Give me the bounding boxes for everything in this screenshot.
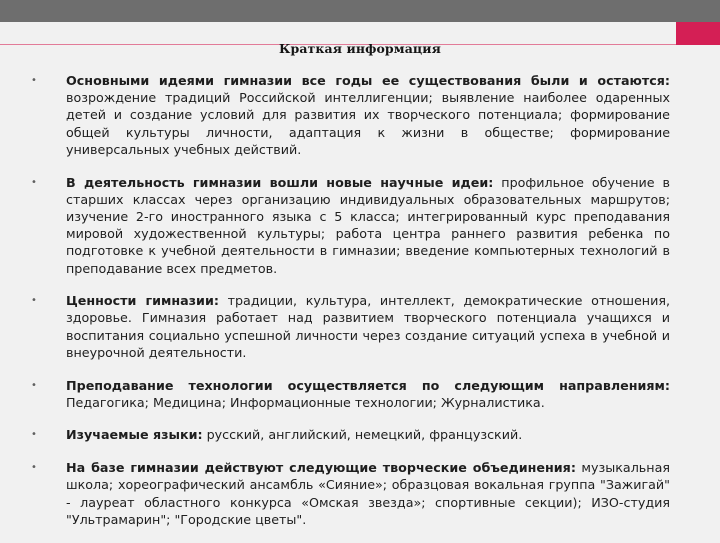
bullet-text: традиции, культура, интеллект, демократические отношения, здоровье. Гимназия работает над развитием творческого потенциала учащихся и воспитания социально успешной личности через создание ситуаций успеха в учебной и внеурочной деятельности. xyxy=(66,293,671,360)
bullet-lead: Преподавание технологии осуществляется по следующим направлениям: xyxy=(66,377,670,393)
page-title: Краткая информация xyxy=(279,41,441,56)
bullet-item-values xyxy=(30,292,670,361)
bullet-text: Педагогика; Медицина; Информационные технологии; Журналистика. xyxy=(66,394,545,410)
bullet-text: возрождение традиций Российской интеллигенции; выявление наиболее одаренных детей и создание условий для развития их творческого потенциала; формирование общей культуры личности, адаптация к жизни в обществе; формирование универсальных учебных действий. xyxy=(66,90,670,157)
bullet-item-ideas xyxy=(30,72,670,158)
bullet-list xyxy=(30,72,670,543)
bullet-item-technology xyxy=(30,377,670,411)
bullet-item-scientific-ideas xyxy=(30,174,670,277)
bullet-item-languages xyxy=(30,426,670,443)
bullet-lead: Изучаемые языки: xyxy=(66,427,203,443)
top-bar xyxy=(0,0,720,22)
bullet-lead: Ценности гимназии: xyxy=(66,293,219,309)
bullet-text: русский, английский, немецкий, французский. xyxy=(202,427,523,443)
bullet-item-associations xyxy=(30,459,670,528)
bullet-text: профильное обучение в старших классах через организацию индивидуальных образовательных маршрутов; изучение 2-го иностранного языка с 5 класса; интегрированный курс преподавания мировой художественной культуры; работа центра раннего развития ребенка по подготовке к учебной деятельности в гимназии; введение компьютерных технологий в преподавание всех предметов. xyxy=(66,174,670,276)
bullet-lead: В деятельность гимназии вошли новые научные идеи: xyxy=(66,174,494,190)
bullet-text: музыкальная школа; хореографический ансамбль «Сияние»; образцовая вокальная группа "Зажигай" - лауреат областного конкурса «Омская звезда»; спортивные секции); ИЗО-студия "Ультрамарин"; "Городские цветы". xyxy=(66,460,670,527)
bullet-lead: Основными идеями гимназии все годы ее существования были и остаются: xyxy=(66,73,670,88)
bullet-lead: На базе гимназии действуют следующие творческие объединения: xyxy=(66,460,576,476)
